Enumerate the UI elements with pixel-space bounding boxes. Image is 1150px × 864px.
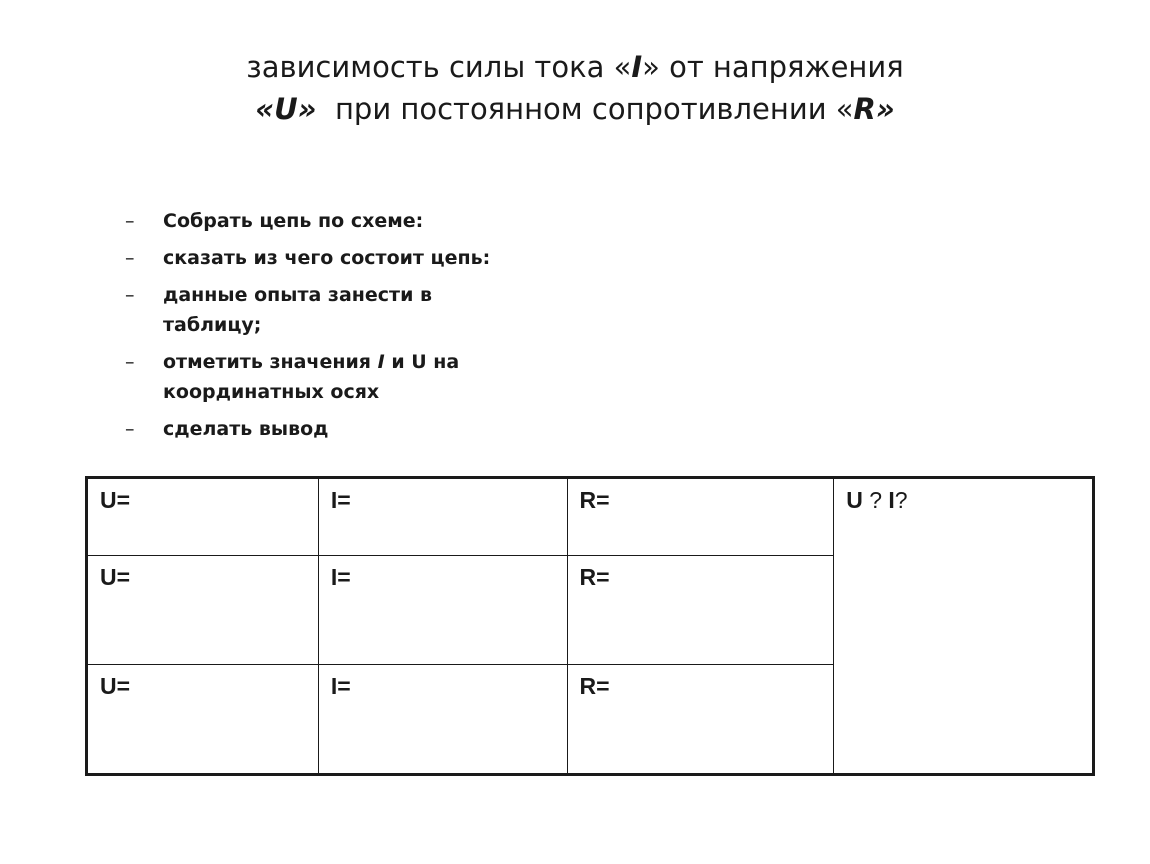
title-line-1	[0, 46, 1150, 88]
cell-voltage: U=	[87, 556, 319, 665]
cell-resistance: R=	[567, 478, 834, 556]
relation-question: ?	[894, 487, 908, 513]
relation-u: U	[846, 487, 863, 513]
title-line-2	[0, 88, 1150, 130]
title-line1-end: » от напряжения	[642, 50, 904, 84]
dash-marker: –	[125, 284, 135, 306]
cell-voltage: U=	[87, 478, 319, 556]
list-item-text: отметить значения	[163, 351, 378, 373]
cell-relation	[834, 478, 1094, 775]
list-item	[125, 347, 523, 407]
relation-i: I	[888, 487, 895, 513]
title-var-u: «U»	[255, 92, 317, 126]
table-row	[87, 478, 1094, 556]
cell-current: I=	[318, 478, 567, 556]
cell-resistance: R=	[567, 665, 834, 775]
list-item	[125, 414, 523, 444]
dash-marker: –	[125, 210, 135, 232]
list-item	[125, 243, 523, 273]
list-item-text: и U на координатных осях	[163, 351, 460, 403]
relation-question: ?	[862, 487, 889, 513]
list-item	[125, 206, 523, 236]
list-item-text: данные опыта занести в таблицу;	[163, 284, 433, 336]
dash-marker: –	[125, 247, 135, 269]
list-item-text: сделать вывод	[163, 418, 329, 440]
cell-resistance: R=	[567, 556, 834, 665]
list-item-text: Собрать цепь по схеме:	[163, 210, 424, 232]
title-line2-text: при постоянном сопротивлении «	[316, 92, 854, 126]
list-item	[125, 280, 523, 340]
dash-marker: –	[125, 418, 135, 440]
task-list	[125, 206, 523, 451]
title-var-i: I	[631, 50, 643, 84]
slide-title	[0, 46, 1150, 130]
dash-marker: –	[125, 351, 135, 373]
measurement-table	[85, 476, 1095, 776]
title-var-r: R»	[853, 92, 895, 126]
cell-current: I=	[318, 556, 567, 665]
list-item-text: сказать из чего состоит цепь:	[163, 247, 491, 269]
title-line1-text: зависимость силы тока «	[246, 50, 632, 84]
list-item-var-i: I	[377, 351, 385, 373]
cell-current: I=	[318, 665, 567, 775]
cell-voltage: U=	[87, 665, 319, 775]
